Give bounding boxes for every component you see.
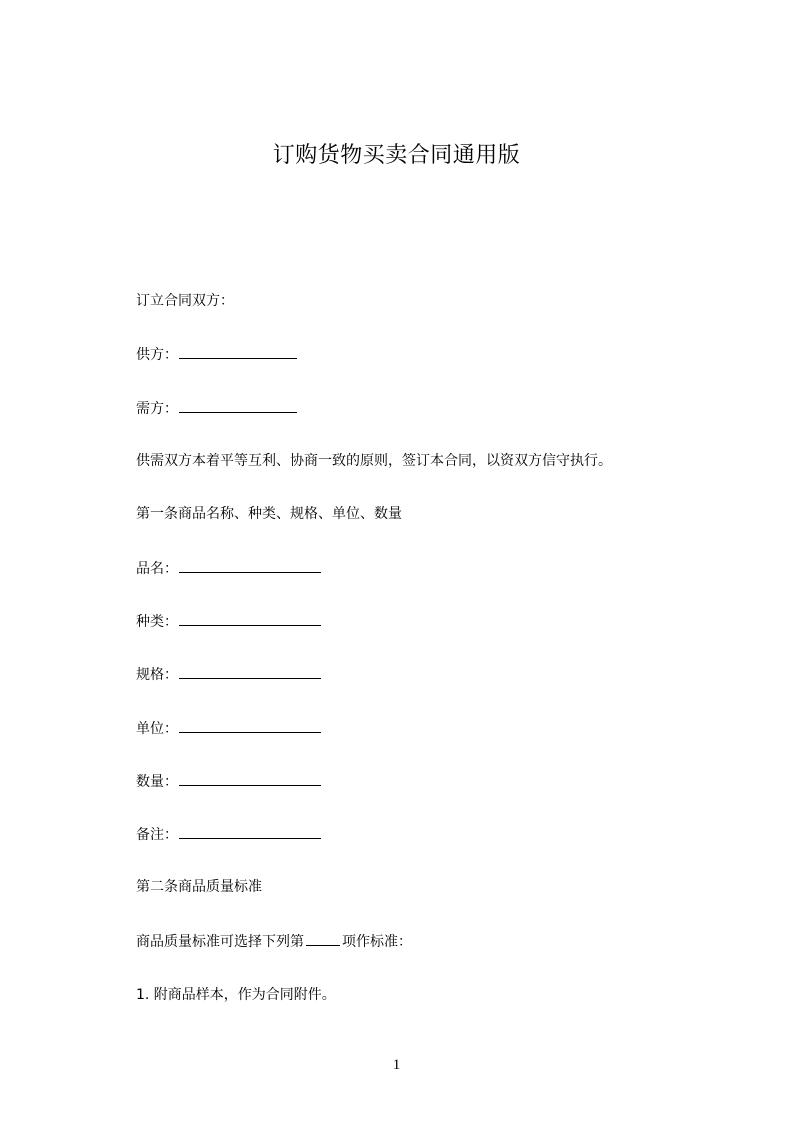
field-label: 品名：: [136, 561, 178, 577]
article2-heading: 第二条商品质量标准: [136, 879, 262, 895]
supplier-label: 供方：: [136, 347, 178, 363]
supplier-blank[interactable]: [179, 344, 297, 359]
field-blank[interactable]: [179, 611, 321, 626]
buyer-line: [136, 398, 297, 419]
field-label: 数量：: [136, 774, 178, 790]
quality-suffix: 项作标准：: [342, 934, 412, 950]
field-line-specification: [136, 664, 321, 685]
supplier-line: [136, 344, 297, 365]
quality-item-1: 1. 附商品样本，作为合同附件。: [136, 987, 336, 1003]
field-line-category: [136, 611, 321, 632]
field-label: 种类：: [136, 614, 178, 630]
quality-standard-line: [136, 931, 412, 952]
buyer-label: 需方：: [136, 401, 178, 417]
field-label: 规格：: [136, 667, 178, 683]
preamble-text: 供需双方本着平等互利、协商一致的原则，签订本合同，以资双方信守执行。: [136, 453, 612, 469]
field-line-product-name: [136, 558, 321, 579]
field-blank[interactable]: [179, 664, 321, 679]
quality-blank[interactable]: [306, 931, 340, 946]
field-line-quantity: [136, 771, 321, 792]
field-blank[interactable]: [179, 558, 321, 573]
document-title: 订购货物买卖合同通用版: [272, 143, 521, 168]
parties-heading: 订立合同双方：: [136, 293, 234, 309]
buyer-blank[interactable]: [179, 398, 297, 413]
quality-prefix: 商品质量标准可选择下列第: [136, 934, 304, 950]
field-label: 备注：: [136, 827, 178, 843]
article1-heading: 第一条商品名称、种类、规格、单位、数量: [136, 506, 402, 522]
page-number: 1: [392, 1057, 401, 1073]
field-label: 单位：: [136, 721, 178, 737]
field-blank[interactable]: [179, 824, 321, 839]
field-blank[interactable]: [179, 771, 321, 786]
field-blank[interactable]: [179, 718, 321, 733]
field-line-remarks: [136, 824, 321, 845]
field-line-unit: [136, 718, 321, 739]
